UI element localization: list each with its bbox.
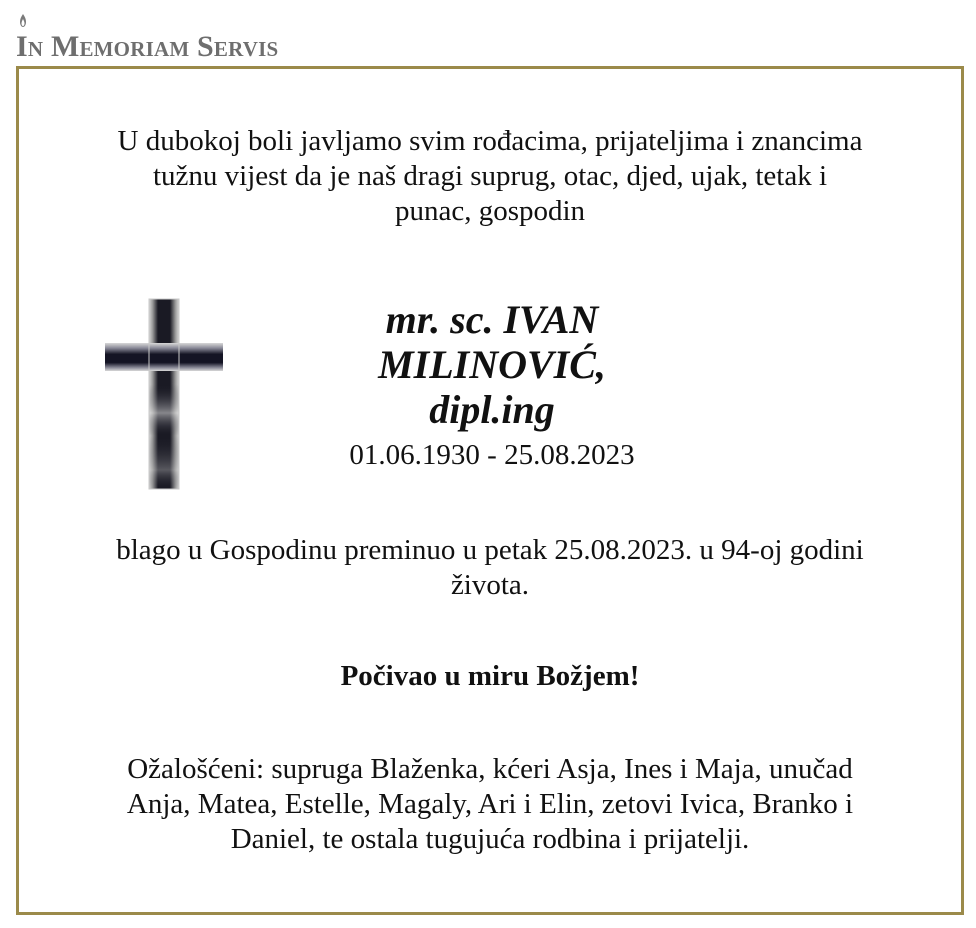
- bereaved-line: Daniel, te ostala tugujuća rodbina i prijatelji.: [230, 823, 750, 855]
- bereaved-line: Ožalošćeni: supruga Blaženka, kćeri Asja, Ines i Maja, unučad: [127, 753, 853, 785]
- intro-line: tužnu vijest da je naš dragi suprug, otac, djed, ujak, tetak i: [152, 160, 828, 192]
- intro-line: U dubokoj boli javljamo svim rođacima, prijateljima i znancima: [117, 125, 863, 157]
- site-logo[interactable]: [16, 14, 278, 62]
- deceased-name-line: MILINOVIĆ,: [378, 342, 606, 387]
- deceased-name-line: mr. sc. IVAN: [385, 297, 599, 342]
- passed-line: blago u Gospodinu preminuo u petak 25.08.2023. u 94-oj godini: [116, 534, 864, 566]
- obituary-frame: [16, 66, 964, 915]
- life-dates: 01.06.1930 - 25.08.2023: [349, 439, 635, 471]
- cross-icon: [103, 297, 225, 491]
- deceased-name-block: [297, 297, 687, 472]
- deceased-name-line: dipl.ing: [429, 387, 555, 432]
- logo-text: In Memoriam Servis: [16, 30, 279, 63]
- bereaved-paragraph: [19, 752, 961, 857]
- intro-paragraph: [19, 124, 961, 229]
- passed-paragraph: [19, 533, 961, 603]
- intro-line: punac, gospodin: [394, 195, 586, 227]
- rip-line: Počivao u miru Božjem!: [340, 660, 640, 692]
- bereaved-line: Anja, Matea, Estelle, Magaly, Ari i Elin, zetovi Ivica, Branko i: [126, 788, 854, 820]
- passed-line: života.: [450, 569, 530, 601]
- candle-flame-icon: [19, 14, 27, 28]
